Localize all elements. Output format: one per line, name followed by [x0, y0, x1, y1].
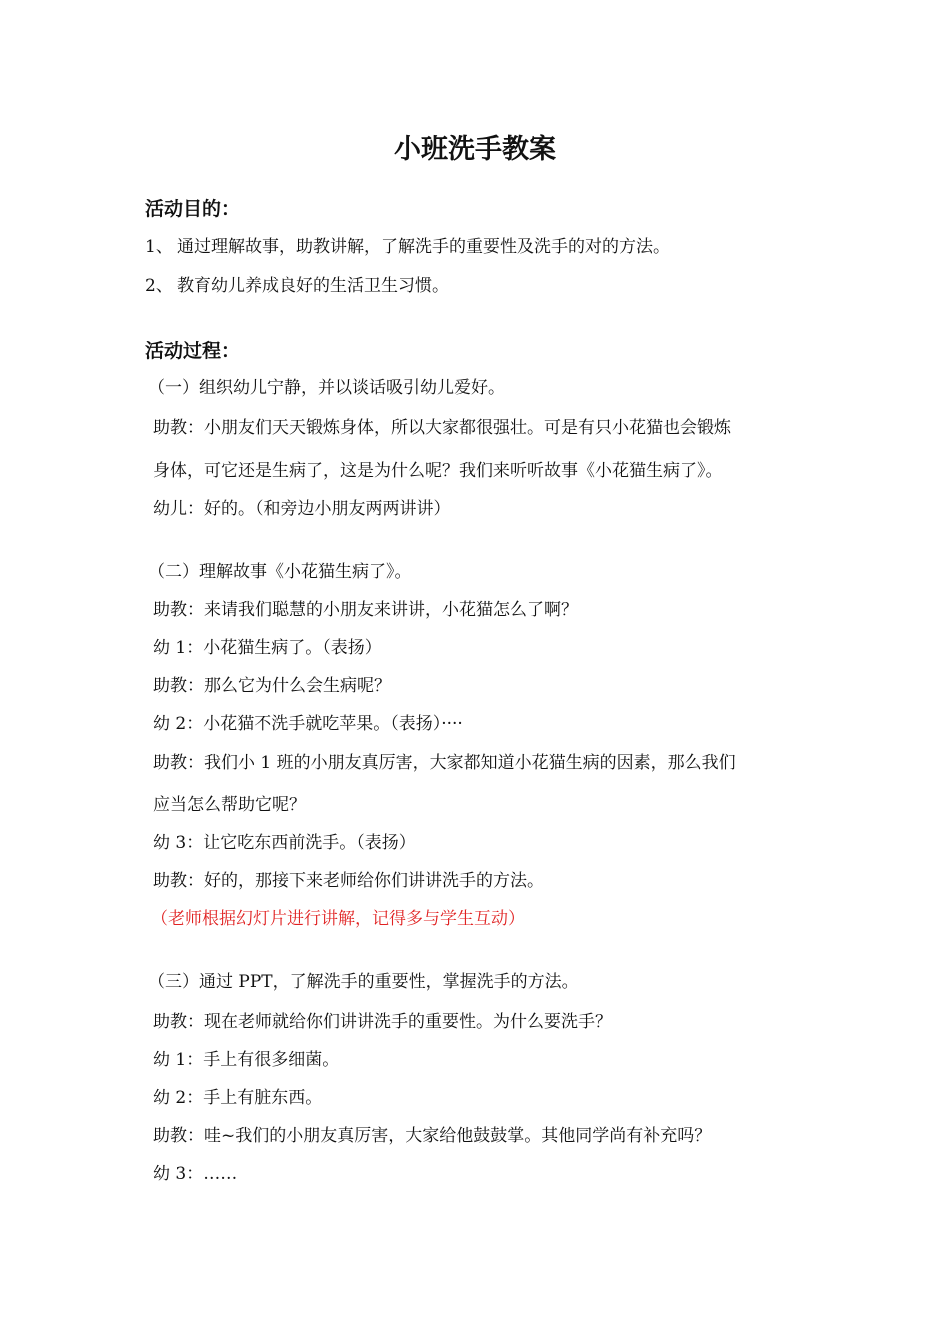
process-line: 幼 3：……: [153, 1164, 238, 1184]
process-line: 助教：好的，那接下来老师给你们讲讲洗手的方法。: [153, 871, 544, 891]
goal-text: 教育幼儿养成良好的生活卫生习惯。: [177, 276, 449, 296]
goal-number: 1、: [145, 237, 173, 257]
process-line: 身体，可它还是生病了，这是为什么呢？我们来听听故事《小花猫生病了》。: [153, 461, 723, 481]
process-step-2-title: （二）理解故事《小花猫生病了》。: [148, 562, 412, 582]
process-line: 应当怎么帮助它呢？: [153, 795, 306, 815]
process-line: 幼 1：小花猫生病了。（表扬）: [153, 638, 382, 658]
process-line: 助教：哇~我们的小朋友真厉害，大家给他鼓鼓掌。其他同学尚有补充吗？: [153, 1126, 712, 1146]
process-line: 幼 2：手上有脏东西。: [153, 1088, 323, 1108]
goal-item-2: [145, 274, 449, 298]
process-line: 助教：来请我们聪慧的小朋友来讲讲，小花猫怎么了啊？: [153, 600, 578, 620]
process-line: 幼 1：手上有很多细菌。: [153, 1050, 340, 1070]
process-line: 助教：我们小 1 班的小朋友真厉害，大家都知道小花猫生病的因素，那么我们: [153, 753, 736, 773]
process-line: 幼 2：小花猫不洗手就吃苹果。（表扬）····: [153, 714, 463, 734]
goal-number: 2、: [145, 276, 173, 296]
goal-item-1: [145, 235, 670, 259]
goals-heading: 活动目的：: [145, 198, 241, 220]
teacher-note: （老师根据幻灯片进行讲解，记得多与学生互动）: [151, 909, 525, 929]
process-step-1-title: （一）组织幼儿宁静，并以谈话吸引幼儿爱好。: [148, 378, 505, 398]
process-line: 助教：现在老师就给你们讲讲洗手的重要性。为什么要洗手？: [153, 1012, 612, 1032]
document-title: 小班洗手教案: [394, 134, 556, 165]
goal-text: 通过理解故事，助教讲解，了解洗手的重要性及洗手的对的方法。: [177, 237, 670, 257]
process-line: 助教：小朋友们天天锻炼身体，所以大家都很强壮。可是有只小花猫也会锻炼: [153, 418, 731, 438]
process-step-3-title: （三）通过 PPT，了解洗手的重要性，掌握洗手的方法。: [148, 972, 579, 992]
process-line: 幼 3：让它吃东西前洗手。（表扬）: [153, 833, 416, 853]
process-line: 助教：那么它为什么会生病呢？: [153, 676, 391, 696]
process-line: 幼儿：好的。（和旁边小朋友两两讲讲）: [153, 499, 451, 519]
process-heading: 活动过程：: [145, 340, 241, 362]
